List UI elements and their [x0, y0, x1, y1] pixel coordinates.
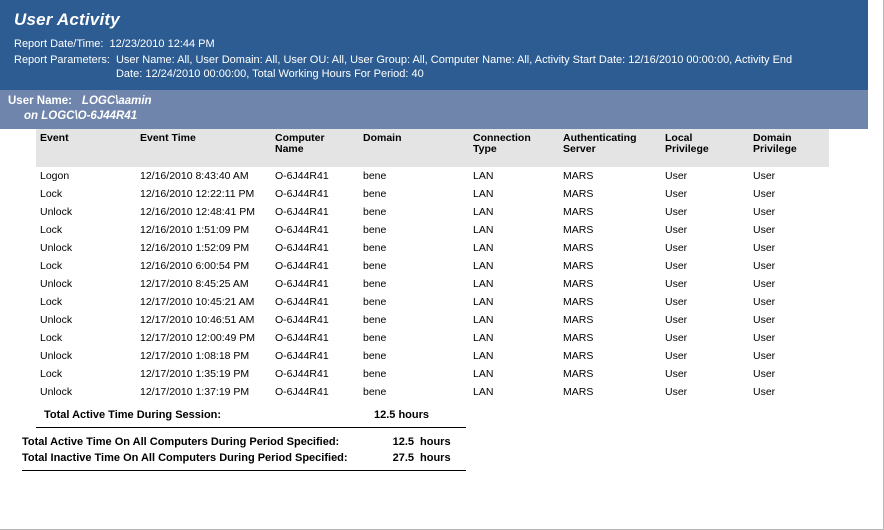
table-cell: User	[753, 368, 776, 380]
table-cell: 12/17/2010 1:35:19 PM	[140, 368, 250, 380]
table-cell: User	[665, 314, 688, 326]
table-row	[36, 293, 829, 311]
table-cell: Lock	[40, 368, 63, 380]
table-cell: bene	[363, 386, 387, 398]
table-cell: MARS	[563, 188, 594, 200]
column-header-local-privilege: Local Privilege	[661, 129, 749, 167]
activity-table-wrap	[0, 129, 883, 401]
table-cell: LAN	[473, 242, 494, 254]
table-cell: bene	[363, 242, 387, 254]
table-cell: User	[753, 332, 776, 344]
report-parameters-value: User Name: All, User Domain: All, User OU: All, User Group: All, Computer Name: All, Activity Start Date: 12/16/2010 00:00:00, Activity End Date: 12/24/2010 00:00:00, Total Working Hours For Period: 40	[115, 54, 793, 80]
table-cell: LAN	[473, 260, 494, 272]
table-cell: MARS	[563, 368, 594, 380]
table-cell: Unlock	[40, 206, 73, 218]
report-header-band	[0, 0, 868, 90]
table-cell: User	[665, 260, 688, 272]
table-cell: MARS	[563, 386, 594, 398]
table-cell: MARS	[563, 224, 594, 236]
report-parameters-row	[0, 52, 868, 82]
table-row	[36, 329, 829, 347]
table-cell: User	[753, 170, 776, 182]
table-row	[36, 167, 829, 185]
table-cell: bene	[363, 296, 387, 308]
table-cell: 12/17/2010 1:08:18 PM	[140, 350, 250, 362]
total-active-row	[22, 434, 466, 450]
table-cell: User	[665, 332, 688, 344]
table-cell: User	[753, 260, 776, 272]
table-cell: Unlock	[40, 350, 73, 362]
table-cell: MARS	[563, 350, 594, 362]
user-section-band	[0, 90, 868, 129]
table-cell: LAN	[473, 188, 494, 200]
table-cell: 12/17/2010 1:37:19 PM	[140, 386, 250, 398]
table-cell: LAN	[473, 224, 494, 236]
table-cell: User	[665, 242, 688, 254]
table-cell: 12/16/2010 12:48:41 PM	[140, 206, 256, 218]
table-row	[36, 221, 829, 239]
table-cell: Lock	[40, 260, 63, 272]
table-cell: LAN	[473, 368, 494, 380]
total-inactive-row	[22, 450, 466, 466]
table-cell: LAN	[473, 332, 494, 344]
total-active-unit: hours	[420, 436, 451, 448]
table-row	[36, 239, 829, 257]
activity-table-body	[36, 167, 829, 401]
report-parameters-label: Report Parameters:	[14, 54, 110, 66]
table-row	[36, 365, 829, 383]
table-cell: O-6J44R41	[275, 242, 329, 254]
table-cell: Unlock	[40, 278, 73, 290]
total-inactive-number: 27.5	[392, 452, 414, 464]
table-cell: Unlock	[40, 314, 73, 326]
table-cell: 12/17/2010 8:45:25 AM	[140, 278, 249, 290]
table-cell: User	[665, 296, 688, 308]
activity-table	[36, 129, 829, 401]
report-datetime-value: 12/23/2010 12:44 PM	[109, 38, 215, 50]
table-cell: LAN	[473, 386, 494, 398]
table-cell: User	[753, 296, 776, 308]
table-cell: O-6J44R41	[275, 296, 329, 308]
table-cell: bene	[363, 350, 387, 362]
table-cell: User	[665, 188, 688, 200]
table-cell: User	[753, 350, 776, 362]
table-cell: User	[753, 206, 776, 218]
table-row	[36, 383, 829, 401]
column-header-domain: Domain	[359, 129, 469, 167]
table-cell: MARS	[563, 278, 594, 290]
table-cell: bene	[363, 206, 387, 218]
table-cell: Logon	[40, 170, 70, 182]
table-cell: O-6J44R41	[275, 260, 329, 272]
table-cell: User	[753, 224, 776, 236]
table-cell: O-6J44R41	[275, 332, 329, 344]
total-inactive-label: Total Inactive Time On All Computers During Period Specified:	[22, 452, 348, 464]
session-total-row	[36, 409, 466, 428]
table-cell: MARS	[563, 170, 594, 182]
column-header-event: Event	[36, 129, 136, 167]
table-cell: MARS	[563, 206, 594, 218]
table-row	[36, 257, 829, 275]
table-cell: User	[665, 224, 688, 236]
table-cell: Lock	[40, 188, 63, 200]
table-cell: O-6J44R41	[275, 386, 329, 398]
table-cell: 12/17/2010 10:46:51 AM	[140, 314, 255, 326]
table-cell: LAN	[473, 206, 494, 218]
table-cell: O-6J44R41	[275, 188, 329, 200]
table-row	[36, 185, 829, 203]
table-cell: O-6J44R41	[275, 350, 329, 362]
table-cell: O-6J44R41	[275, 224, 329, 236]
table-cell: LAN	[473, 296, 494, 308]
column-header-computer-name: Computer Name	[271, 129, 359, 167]
table-cell: 12/16/2010 8:43:40 AM	[140, 170, 249, 182]
table-cell: User	[753, 242, 776, 254]
table-cell: LAN	[473, 350, 494, 362]
table-cell: Unlock	[40, 242, 73, 254]
total-active-label: Total Active Time On All Computers During Period Specified:	[22, 436, 340, 448]
table-cell: Lock	[40, 224, 63, 236]
table-cell: bene	[363, 188, 387, 200]
table-cell: Lock	[40, 332, 63, 344]
table-cell: O-6J44R41	[275, 314, 329, 326]
page-title: User Activity	[14, 10, 120, 29]
session-total-value: 12.5 hours	[374, 409, 430, 421]
totals-bottom-rule	[22, 470, 466, 471]
table-cell: User	[665, 170, 688, 182]
table-row	[36, 275, 829, 293]
table-cell: bene	[363, 224, 387, 236]
user-name-value: LOGC\aamin	[81, 95, 152, 107]
table-cell: Unlock	[40, 386, 73, 398]
column-header-event-time: Event Time	[136, 129, 271, 167]
table-cell: O-6J44R41	[275, 278, 329, 290]
table-cell: 12/16/2010 1:52:09 PM	[140, 242, 250, 254]
user-name-line	[0, 94, 868, 109]
table-cell: User	[665, 350, 688, 362]
table-cell: MARS	[563, 314, 594, 326]
table-cell: O-6J44R41	[275, 368, 329, 380]
total-inactive-unit: hours	[420, 452, 451, 464]
table-cell: 12/17/2010 12:00:49 PM	[140, 332, 256, 344]
table-cell: User	[665, 206, 688, 218]
table-cell: 12/16/2010 1:51:09 PM	[140, 224, 250, 236]
table-cell: User	[753, 278, 776, 290]
table-cell: LAN	[473, 170, 494, 182]
table-cell: User	[753, 386, 776, 398]
table-cell: MARS	[563, 260, 594, 272]
total-active-number: 12.5	[392, 436, 414, 448]
table-cell: bene	[363, 260, 387, 272]
table-cell: bene	[363, 170, 387, 182]
report-datetime-label: Report Date/Time:	[14, 38, 104, 50]
table-cell: 12/17/2010 10:45:21 AM	[140, 296, 255, 308]
table-cell: O-6J44R41	[275, 206, 329, 218]
table-header-row	[36, 129, 829, 167]
table-cell: Lock	[40, 296, 63, 308]
table-cell: MARS	[563, 242, 594, 254]
table-cell: User	[753, 188, 776, 200]
table-cell: LAN	[473, 278, 494, 290]
user-name-label: User Name:	[8, 95, 72, 107]
table-cell: bene	[363, 314, 387, 326]
table-cell: O-6J44R41	[275, 170, 329, 182]
table-row	[36, 311, 829, 329]
table-row	[36, 347, 829, 365]
table-row	[36, 203, 829, 221]
column-header-domain-privilege: Domain Privilege	[749, 129, 829, 167]
grand-totals	[22, 434, 466, 466]
table-cell: bene	[363, 368, 387, 380]
column-header-connection-type: Connection Type	[469, 129, 559, 167]
table-cell: bene	[363, 278, 387, 290]
table-cell: LAN	[473, 314, 494, 326]
table-cell: 12/16/2010 6:00:54 PM	[140, 260, 250, 272]
table-cell: User	[665, 278, 688, 290]
table-cell: User	[665, 386, 688, 398]
column-header-authenticating-server: Authenticating Server	[559, 129, 661, 167]
table-cell: MARS	[563, 296, 594, 308]
table-cell: 12/16/2010 12:22:11 PM	[140, 188, 255, 200]
report-datetime-row	[0, 36, 868, 52]
table-cell: User	[753, 314, 776, 326]
table-cell: bene	[363, 332, 387, 344]
table-cell: User	[665, 368, 688, 380]
table-cell: MARS	[563, 332, 594, 344]
user-computer-line: on LOGC\O-6J44R41	[24, 110, 138, 122]
session-total-label: Total Active Time During Session:	[44, 409, 222, 421]
